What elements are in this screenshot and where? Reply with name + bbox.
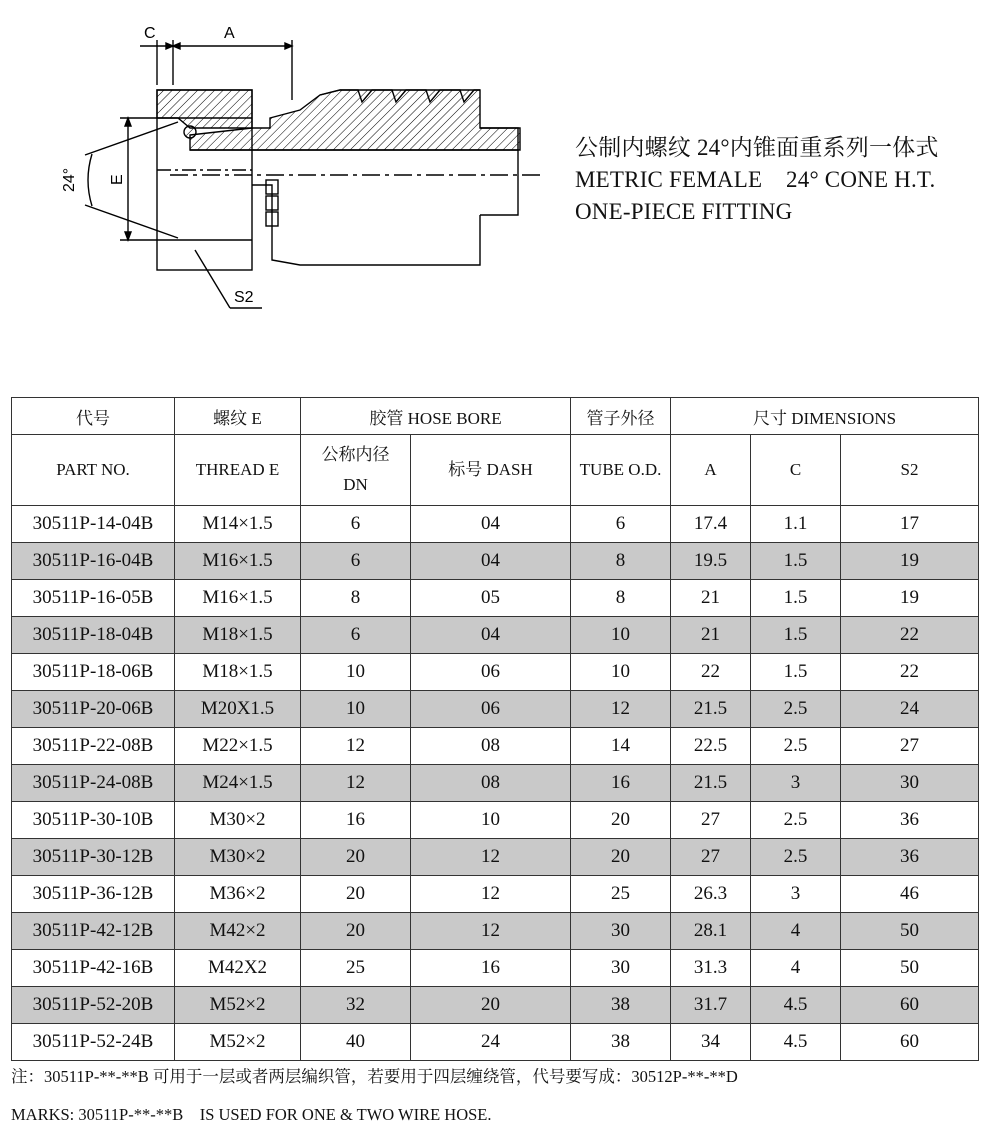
cell-a: 27 — [671, 802, 751, 839]
cell-tube: 12 — [571, 691, 671, 728]
header-dn-en: DN — [343, 475, 368, 494]
notes — [11, 1065, 991, 1127]
cell-tube: 10 — [571, 617, 671, 654]
nut-upper-section — [157, 90, 252, 128]
cell-c: 2.5 — [751, 691, 841, 728]
title-english-line1: METRIC FEMALE 24° CONE H.T. — [575, 167, 936, 192]
cell-tube: 6 — [571, 506, 671, 543]
cell-a: 21 — [671, 617, 751, 654]
header-dimensions: 尺寸 DIMENSIONS — [671, 398, 979, 435]
cell-thread: M16×1.5 — [175, 580, 301, 617]
cell-dash: 20 — [411, 987, 571, 1024]
cell-c: 3 — [751, 876, 841, 913]
cell-part: 30511P-42-16B — [12, 950, 175, 987]
cell-s2: 17 — [841, 506, 979, 543]
header-s2: S2 — [841, 435, 979, 506]
cell-c: 4.5 — [751, 987, 841, 1024]
cell-dn: 10 — [301, 654, 411, 691]
cell-s2: 60 — [841, 987, 979, 1024]
cell-a: 22.5 — [671, 728, 751, 765]
cell-dash: 08 — [411, 765, 571, 802]
cell-tube: 30 — [571, 913, 671, 950]
cell-part: 30511P-22-08B — [12, 728, 175, 765]
cell-tube: 20 — [571, 839, 671, 876]
cell-thread: M30×2 — [175, 802, 301, 839]
table-row — [12, 987, 979, 1024]
cone-angle-line-upper — [85, 122, 178, 155]
cell-part: 30511P-20-06B — [12, 691, 175, 728]
table-row — [12, 506, 979, 543]
table-row — [12, 913, 979, 950]
cell-dn: 6 — [301, 543, 411, 580]
cell-thread: M42×2 — [175, 913, 301, 950]
table-row — [12, 802, 979, 839]
fitting-technical-drawing — [40, 10, 560, 320]
cell-dn: 12 — [301, 765, 411, 802]
cell-s2: 22 — [841, 617, 979, 654]
table-row — [12, 543, 979, 580]
cell-a: 21.5 — [671, 691, 751, 728]
cell-a: 21 — [671, 580, 751, 617]
cone-angle-arc — [88, 154, 92, 206]
cell-dash: 08 — [411, 728, 571, 765]
cell-s2: 46 — [841, 876, 979, 913]
dim-label-s2: S2 — [234, 289, 254, 306]
body-lower-outline — [252, 185, 480, 265]
cell-dash: 12 — [411, 876, 571, 913]
header-row-1 — [12, 398, 979, 435]
cell-dn: 20 — [301, 876, 411, 913]
cell-thread: M30×2 — [175, 839, 301, 876]
cell-s2: 27 — [841, 728, 979, 765]
cell-thread: M52×2 — [175, 987, 301, 1024]
header-row-2 — [12, 435, 979, 506]
table-row — [12, 691, 979, 728]
cell-c: 1.5 — [751, 654, 841, 691]
cell-a: 17.4 — [671, 506, 751, 543]
cell-a: 34 — [671, 1024, 751, 1061]
dim-label-c: C — [144, 25, 156, 42]
cell-tube: 30 — [571, 950, 671, 987]
cell-c: 1.5 — [751, 543, 841, 580]
header-part-no: PART NO. — [12, 435, 175, 506]
header-dn-cn: 公称内径 — [321, 445, 390, 464]
cell-dn: 6 — [301, 617, 411, 654]
cell-s2: 50 — [841, 950, 979, 987]
cell-c: 3 — [751, 765, 841, 802]
cell-tube: 38 — [571, 1024, 671, 1061]
cell-part: 30511P-18-04B — [12, 617, 175, 654]
cell-dash: 06 — [411, 654, 571, 691]
table-row — [12, 839, 979, 876]
header-tube-od-cn: 管子外径 — [571, 398, 671, 435]
cell-dash: 24 — [411, 1024, 571, 1061]
header-dn — [301, 435, 411, 506]
cell-c: 1.5 — [751, 580, 841, 617]
dim-label-e: E — [109, 174, 126, 185]
cell-dash: 04 — [411, 543, 571, 580]
table-row — [12, 1024, 979, 1061]
cell-a: 26.3 — [671, 876, 751, 913]
cell-c: 4.5 — [751, 1024, 841, 1061]
title-chinese: 公制内螺纹 24°内锥面重系列一体式 — [575, 135, 939, 160]
cell-thread: M24×1.5 — [175, 765, 301, 802]
header-thread-cn: 螺纹 E — [175, 398, 301, 435]
cell-dn: 8 — [301, 580, 411, 617]
cell-dn: 20 — [301, 839, 411, 876]
cell-part: 30511P-14-04B — [12, 506, 175, 543]
cell-dash: 04 — [411, 506, 571, 543]
cell-s2: 30 — [841, 765, 979, 802]
cell-dn: 40 — [301, 1024, 411, 1061]
header-a: A — [671, 435, 751, 506]
note-english: MARKS: 30511P-**-**B IS USED FOR ONE & TWO WIRE HOSE. — [11, 1105, 492, 1124]
cell-s2: 19 — [841, 543, 979, 580]
cell-dash: 12 — [411, 839, 571, 876]
note-chinese: 注：30511P-**-**B 可用于一层或者两层编织管，若要用于四层缠绕管，代号要写成：30512P-**-**D — [11, 1067, 738, 1086]
cell-a: 19.5 — [671, 543, 751, 580]
header-dash: 标号 DASH — [411, 435, 571, 506]
cell-part: 30511P-24-08B — [12, 765, 175, 802]
cell-s2: 22 — [841, 654, 979, 691]
cell-thread: M52×2 — [175, 1024, 301, 1061]
cell-dn: 25 — [301, 950, 411, 987]
table-row — [12, 950, 979, 987]
cell-c: 1.1 — [751, 506, 841, 543]
cell-thread: M14×1.5 — [175, 506, 301, 543]
cell-tube: 10 — [571, 654, 671, 691]
cell-tube: 25 — [571, 876, 671, 913]
cell-a: 31.3 — [671, 950, 751, 987]
header-code: 代号 — [12, 398, 175, 435]
cell-tube: 8 — [571, 543, 671, 580]
cell-thread: M18×1.5 — [175, 654, 301, 691]
table-row — [12, 617, 979, 654]
cell-dn: 16 — [301, 802, 411, 839]
cell-dash: 12 — [411, 913, 571, 950]
cell-a: 31.7 — [671, 987, 751, 1024]
cell-a: 21.5 — [671, 765, 751, 802]
cell-part: 30511P-42-12B — [12, 913, 175, 950]
cell-s2: 36 — [841, 802, 979, 839]
cell-thread: M36×2 — [175, 876, 301, 913]
spec-table — [11, 397, 979, 1061]
cell-part: 30511P-30-12B — [12, 839, 175, 876]
cell-tube: 14 — [571, 728, 671, 765]
table-row — [12, 654, 979, 691]
cell-part: 30511P-16-04B — [12, 543, 175, 580]
title-english-line2: ONE-PIECE FITTING — [575, 199, 793, 224]
cell-s2: 50 — [841, 913, 979, 950]
cell-dn: 12 — [301, 728, 411, 765]
table-row — [12, 876, 979, 913]
cell-c: 1.5 — [751, 617, 841, 654]
cell-dash: 16 — [411, 950, 571, 987]
cell-thread: M16×1.5 — [175, 543, 301, 580]
cell-thread: M42X2 — [175, 950, 301, 987]
header-tube-od-en: TUBE O.D. — [571, 435, 671, 506]
header-hose-bore: 胶管 HOSE BORE — [301, 398, 571, 435]
cell-s2: 36 — [841, 839, 979, 876]
cell-dash: 10 — [411, 802, 571, 839]
table-row — [12, 580, 979, 617]
cell-dn: 20 — [301, 913, 411, 950]
cell-dash: 04 — [411, 617, 571, 654]
cell-part: 30511P-36-12B — [12, 876, 175, 913]
cell-s2: 19 — [841, 580, 979, 617]
cell-thread: M18×1.5 — [175, 617, 301, 654]
cell-thread: M22×1.5 — [175, 728, 301, 765]
cell-dash: 06 — [411, 691, 571, 728]
cell-tube: 20 — [571, 802, 671, 839]
cell-tube: 8 — [571, 580, 671, 617]
cell-tube: 16 — [571, 765, 671, 802]
cone-angle-line-lower — [85, 205, 178, 238]
cell-part: 30511P-18-06B — [12, 654, 175, 691]
cell-s2: 60 — [841, 1024, 979, 1061]
cell-part: 30511P-52-20B — [12, 987, 175, 1024]
dim-label-a: A — [224, 25, 235, 42]
header-thread-en: THREAD E — [175, 435, 301, 506]
cell-dash: 05 — [411, 580, 571, 617]
cell-a: 22 — [671, 654, 751, 691]
cell-dn: 10 — [301, 691, 411, 728]
s2-leader — [195, 250, 230, 308]
title-block — [575, 132, 985, 228]
cell-thread: M20X1.5 — [175, 691, 301, 728]
cell-c: 2.5 — [751, 839, 841, 876]
cell-a: 28.1 — [671, 913, 751, 950]
header-c: C — [751, 435, 841, 506]
cell-c: 2.5 — [751, 728, 841, 765]
table-row — [12, 765, 979, 802]
cell-c: 4 — [751, 950, 841, 987]
cell-part: 30511P-52-24B — [12, 1024, 175, 1061]
cell-tube: 38 — [571, 987, 671, 1024]
cell-part: 30511P-16-05B — [12, 580, 175, 617]
cell-dn: 6 — [301, 506, 411, 543]
cell-s2: 24 — [841, 691, 979, 728]
cell-a: 27 — [671, 839, 751, 876]
cell-c: 4 — [751, 913, 841, 950]
cell-c: 2.5 — [751, 802, 841, 839]
cell-dn: 32 — [301, 987, 411, 1024]
table-row — [12, 728, 979, 765]
cell-part: 30511P-30-10B — [12, 802, 175, 839]
dim-label-angle: 24° — [61, 167, 78, 192]
